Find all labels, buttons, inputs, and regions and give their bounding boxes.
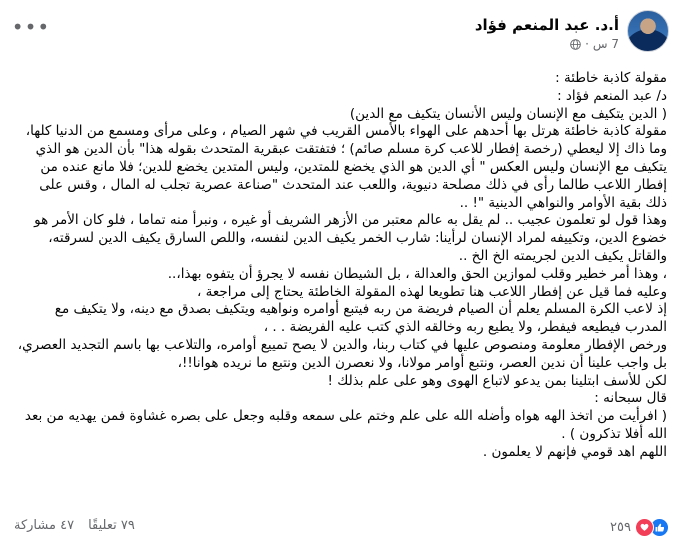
post-header [11,10,669,60]
paragraph-12: ( افرأيت من اتخذ الهه هواه وأضله الله على علم وختم على سمعه وقلبه وجعل على بصره غشاوة فمن يهديه من بعد الله أفلا تذكرون ) . [24,408,667,442]
paragraph-5: وهذا قول لو تعلمون عجيب .. لم يقل به عالم معتبر من الأزهر الشريف أو غيره ، ونبرأ منه تماما ، فلو كان الأمر هو خضوع الدين، وتكييفه لمراد الإنسان لرأينا: شارب الخمر يكيف الدين لنفسه، واللص السارق يكيف الدين لسرقته، والقاتل يكيف الدين لجريمته الخ الخ .. [34,212,667,264]
paragraph-13: اللهم اهد قومي فإنهم لا يعلمون . [482,443,667,460]
paragraph-3: ( الدين يتكيف مع الإنسان وليس الأنسان يتكيف مع الدين) [349,105,667,122]
globe-icon [570,39,581,50]
meta-separator: · [585,37,589,51]
paragraph-10: لكن للأسف ابتلينا بمن يدعو لاتباع الهوى وهو على علم بذلك ! [327,372,667,389]
comments-count[interactable]: ٧٩ تعليقًا [88,518,135,533]
post-meta [570,37,619,51]
author-avatar[interactable] [627,10,669,52]
reaction-count: ٢٥٩ [610,520,631,535]
paragraph-11: قال سبحانه : [594,390,667,407]
paragraph-4: مقولة كاذبة خاطئة هرتل بها أحدهم على الهواء بالأمس القريب في شهر الصيام ، وعلى مرأى ومسمع من الدنيا كلها، وما ذاك إلا ليعطي (رخصة إفطار للاعب كرة مسلم صائم) ؛ فتفتقت عبقرية المتحدث بقوله هذا" بأن الدين هو الذي يتكيف مع الإنسان وليس العكس " أي الدين هو الذي يخضع للمتدين، وليس المتدين يخضع للدين؛ فلا مانع عنده من إفطار اللاعب طالما رأى في ذلك مصلحة دنيوية، واللعب عند المتحدث "صناعة عصرية تجلب له المال ، وقس على ذلك بقية الأوامر والنواهي الدينية "! .. [25,123,667,211]
post-time[interactable]: 7 س [592,37,619,51]
reaction-icons [635,518,669,537]
paragraph-7: وعليه فما قيل عن إفطار اللاعب هنا تطويعا لهذه المقولة الخاطئة يحتاج إلى مراجعة ، [197,283,667,300]
paragraph-2: د/ عبد المنعم فؤاد : [557,87,667,104]
paragraph-6: ، وهذا أمر خطير وقلب لموازين الحق والعدالة ، بل الشيطان نفسه لا يجرؤ أن يتفوه بهذا،.. [167,265,667,282]
post-footer [14,518,669,542]
reactions-summary[interactable] [610,518,669,537]
post-text [14,70,667,462]
paragraph-1: مقولة كاذبة خاطئة : [555,70,667,86]
paragraph-8: إذ لاعب الكرة المسلم يعلم أن الصيام فريضة من ربه فيتبع أوامره ونواهيه ويتكيف بصدق مع دينه، ولا يتكيف مع المدرب فيطيعه فيفطر، ولا يطيع ربه وخالقه الذي كتب عليه الفريضة . . ، [54,301,667,336]
paragraph-9: ورخص الإفطار معلومة ومنصوص عليها في كتاب ربنا، والدين لا يصح تمييع أوامره، والتلاعب بها باسم التجديد العصري، بل واجب علينا أن ندين العصر، ونتبع أوامر مولانا، ولا نعصرن الدين ونتبع ما نريده هوانا!!، [17,336,667,371]
love-reaction-icon [635,518,654,537]
shares-count[interactable]: ٤٧ مشاركة [14,518,75,533]
engagement-counts [14,518,135,533]
author-name[interactable]: أ.د. عبد المنعم فؤاد [474,16,619,34]
more-dots-icon[interactable]: ••• [11,15,51,39]
